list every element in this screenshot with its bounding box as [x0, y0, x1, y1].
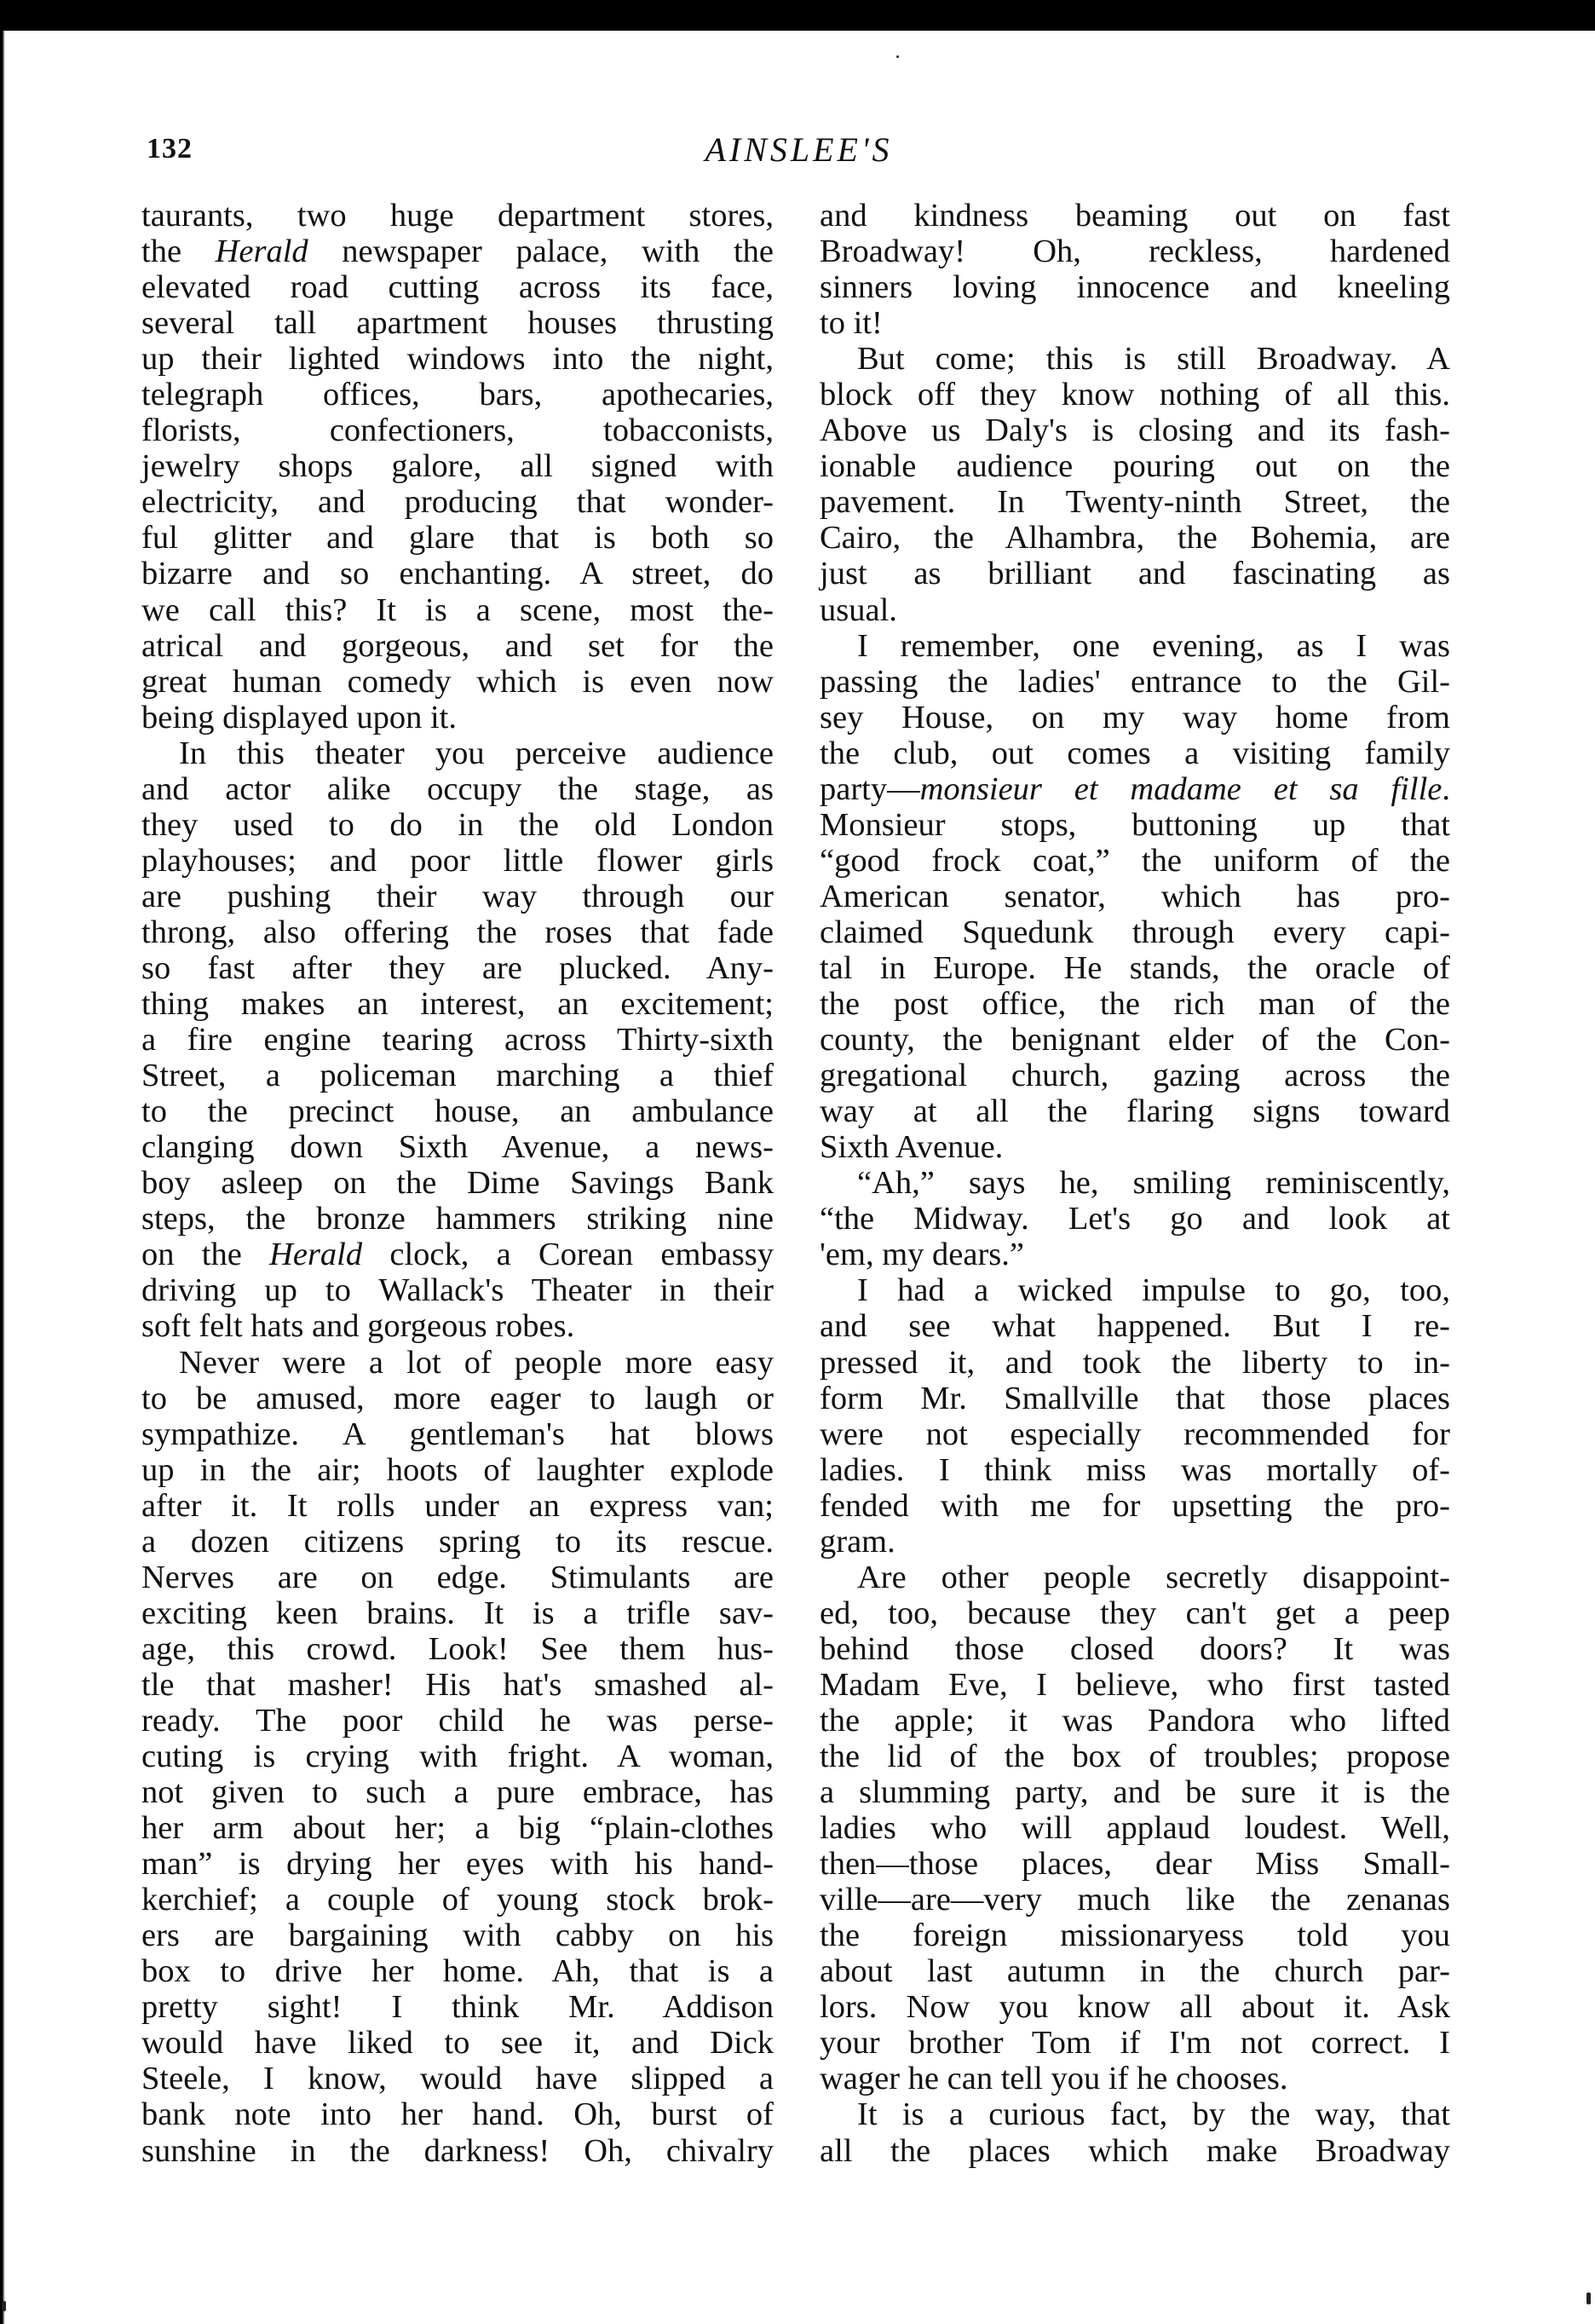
text-line: block off they know nothing of all this.: [820, 377, 1450, 413]
text-line: the club, out comes a visiting family: [820, 735, 1450, 771]
text-line: sympathize. A gentleman's hat blows: [141, 1416, 774, 1452]
running-title: AINSLEE'S: [705, 130, 893, 169]
text-line: all the places which make Broadway: [820, 2132, 1450, 2169]
text-line: up their lighted windows into the night,: [141, 341, 774, 378]
text-line: man” is drying her eyes with his hand-: [141, 1846, 774, 1883]
text-line: a slumming party, and be sure it is the: [820, 1774, 1450, 1811]
text-line: would have liked to see it, and Dick: [141, 2025, 774, 2062]
text-line: I remember, one evening, as I was: [857, 627, 1450, 664]
text-line: to it!: [820, 305, 883, 342]
text-line: gram.: [820, 1523, 895, 1560]
text-line: wager he can tell you if he chooses.: [820, 2061, 1288, 2097]
text-line: ionable audience pouring out on the: [820, 448, 1450, 485]
text-line: bank note into her hand. Oh, burst of: [141, 2096, 774, 2133]
text-line: I had a wicked impulse to go, too,: [857, 1272, 1450, 1309]
text-line: pretty sight! I think Mr. Addison: [141, 1989, 774, 2026]
text-line: Street, a policeman marching a thief: [141, 1058, 774, 1094]
text-line: box to drive her home. Ah, that is a: [141, 1953, 774, 1990]
text-run: .: [1442, 770, 1450, 807]
text-line: tal in Europe. He stands, the oracle of: [820, 949, 1450, 986]
text-line: behind those closed doors? It was: [820, 1630, 1450, 1667]
text-line: were not especially recommended for: [820, 1416, 1450, 1452]
text-line: just as brilliant and fascinating as: [820, 556, 1450, 592]
text-line: your brother Tom if I'm not correct. I: [820, 2025, 1450, 2062]
text-line: sinners loving innocence and kneeling: [820, 269, 1450, 306]
text-line: cuting is crying with fright. A woman,: [141, 1739, 774, 1775]
text-line: soft felt hats and gorgeous robes.: [141, 1308, 575, 1345]
text-line: pavement. In Twenty-ninth Street, the: [820, 484, 1450, 521]
text-line: county, the benignant elder of the Con-: [820, 1022, 1450, 1058]
text-line: throng, also offering the roses that fade: [141, 914, 774, 950]
text-line: the apple; it was Pandora who lifted: [820, 1702, 1450, 1739]
text-line: ready. The poor child he was perse-: [141, 1702, 774, 1739]
text-line: the lid of the box of troubles; propose: [820, 1739, 1450, 1775]
text-line: way at all the flaring signs toward: [820, 1093, 1450, 1130]
scan-border-left: [0, 31, 5, 2324]
text-line: the foreign missionaryess told you: [820, 1917, 1450, 1954]
text-line: electricity, and producing that wonder-: [141, 484, 774, 521]
text-line: age, this crowd. Look! See them hus-: [141, 1630, 774, 1667]
text-line: But come; this is still Broadway. A: [857, 341, 1450, 378]
page-number: 132: [147, 133, 193, 164]
text-line: boy asleep on the Dime Savings Bank: [141, 1165, 774, 1202]
text-line: thing makes an interest, an excitement;: [141, 986, 774, 1023]
text-line: Nerves are on edge. Stimulants are: [141, 1559, 774, 1595]
text-line: to be amused, more eager to laugh or: [141, 1380, 774, 1416]
text-run: on the: [141, 1237, 270, 1273]
scan-border-top: [0, 0, 1595, 31]
text-line: steps, the bronze hammers striking nine: [141, 1201, 774, 1237]
text-line: great human comedy which is even now: [141, 663, 774, 700]
text-line: they used to do in the old London: [141, 806, 774, 843]
text-line: so fast after they are plucked. Any-: [141, 949, 774, 986]
text-line: It is a curious fact, by the way, that: [857, 2096, 1450, 2133]
text-line: ladies. I think miss was mortally of-: [820, 1451, 1450, 1488]
text-line: pressed it, and took the liberty to in-: [820, 1344, 1450, 1381]
text-line: [820, 771, 1450, 807]
text-line: American senator, which has pro-: [820, 878, 1450, 914]
text-run: clock, a Corean embassy: [362, 1237, 774, 1273]
text-line: Never were a lot of people more easy: [179, 1344, 774, 1381]
text-line: Steele, I know, would have slipped a: [141, 2061, 774, 2097]
text-line: the post office, the rich man of the: [820, 986, 1450, 1023]
text-line: Sixth Avenue.: [820, 1129, 1004, 1166]
text-line: a fire engine tearing across Thirty-sixth: [141, 1022, 774, 1058]
text-line: “good frock coat,” the uniform of the: [820, 842, 1450, 879]
scan-speck: [896, 55, 899, 58]
text-line: “Ah,” says he, smiling reminiscently,: [857, 1165, 1450, 1202]
left-text-column: [141, 198, 774, 2169]
text-line: Madam Eve, I believe, who first tasted: [820, 1666, 1450, 1703]
scan-speck: [2, 2301, 6, 2311]
text-line: a dozen citizens spring to its rescue.: [141, 1523, 774, 1560]
text-line: are pushing their way through our: [141, 878, 774, 914]
text-line: playhouses; and poor little flower girls: [141, 842, 774, 879]
text-line: being displayed upon it.: [141, 699, 457, 735]
text-line: form Mr. Smallville that those places: [820, 1380, 1450, 1416]
text-line: [141, 234, 774, 269]
text-line: claimed Squedunk through every capi-: [820, 914, 1450, 950]
text-line: usual.: [820, 591, 897, 628]
text-line: fended with me for upsetting the pro-: [820, 1487, 1450, 1524]
text-line: exciting keen brains. It is a trifle sav-: [141, 1595, 774, 1631]
text-run: party—: [820, 770, 920, 807]
text-line: kerchief; a couple of young stock brok-: [141, 1882, 774, 1918]
text-line: and actor alike occupy the stage, as: [141, 770, 774, 807]
text-line: elevated road cutting across its face,: [141, 269, 774, 306]
text-line: to the precinct house, an ambulance: [141, 1093, 774, 1130]
text-line: ful glitter and glare that is both so: [141, 520, 774, 556]
text-line: Are other people secretly disappoint-: [857, 1559, 1450, 1595]
text-line: Cairo, the Alhambra, the Bohemia, are: [820, 520, 1450, 556]
text-line: driving up to Wallack's Theater in their: [141, 1272, 774, 1309]
text-line: after it. It rolls under an express van;: [141, 1487, 774, 1524]
text-line: atrical and gorgeous, and set for the: [141, 627, 774, 664]
text-line: jewelry shops galore, all signed with: [141, 448, 774, 485]
text-line: gregational church, gazing across the: [820, 1058, 1450, 1094]
text-line: Above us Daly's is closing and its fash-: [820, 412, 1450, 449]
italic-text-run: Herald: [215, 234, 308, 270]
text-line: florists, confectioners, tobacconists,: [141, 412, 774, 449]
right-text-column: [820, 198, 1450, 2169]
text-line: sunshine in the darkness! Oh, chivalry: [141, 2132, 774, 2169]
text-line: bizarre and so enchanting. A street, do: [141, 556, 774, 592]
text-line: about last autumn in the church par-: [820, 1953, 1450, 1990]
text-line: taurants, two huge department stores,: [141, 198, 774, 234]
text-line: Monsieur stops, buttoning up that: [820, 806, 1450, 843]
text-run: the: [141, 234, 216, 270]
text-line: sey House, on my way home from: [820, 699, 1450, 735]
text-line: and kindness beaming out on fast: [820, 198, 1450, 234]
text-line: telegraph offices, bars, apothecaries,: [141, 377, 774, 413]
text-line: tle that masher! His hat's smashed al-: [141, 1666, 774, 1703]
text-line: ed, too, because they can't get a peep: [820, 1595, 1450, 1631]
text-line: her arm about her; a big “plain-clothes: [141, 1810, 774, 1847]
text-line: up in the air; hoots of laughter explode: [141, 1451, 774, 1488]
text-line: In this theater you perceive audience: [179, 735, 774, 771]
text-line: several tall apartment houses thrusting: [141, 305, 774, 342]
text-line: Broadway! Oh, reckless, hardened: [820, 234, 1450, 270]
text-line: 'em, my dears.”: [820, 1237, 1024, 1273]
text-line: not given to such a pure embrace, has: [141, 1774, 774, 1811]
text-line: passing the ladies' entrance to the Gil-: [820, 663, 1450, 700]
scan-speck: [1586, 2292, 1591, 2304]
text-line: then—those places, dear Miss Small-: [820, 1846, 1450, 1883]
text-line: ville—are—very much like the zenanas: [820, 1882, 1450, 1918]
italic-text-run: monsieur et madame et sa fille: [919, 770, 1442, 807]
text-line: “the Midway. Let's go and look at: [820, 1201, 1450, 1237]
text-line: ers are bargaining with cabby on his: [141, 1917, 774, 1954]
text-line: and see what happened. But I re-: [820, 1308, 1450, 1345]
text-line: we call this? It is a scene, most the-: [141, 591, 774, 628]
text-line: clanging down Sixth Avenue, a news-: [141, 1129, 774, 1166]
italic-text-run: Herald: [269, 1237, 363, 1273]
text-line: lors. Now you know all about it. Ask: [820, 1989, 1450, 2026]
text-line: [141, 1237, 774, 1272]
text-run: newspaper palace, with the: [308, 234, 774, 270]
text-line: ladies who will applaud loudest. Well,: [820, 1810, 1450, 1847]
